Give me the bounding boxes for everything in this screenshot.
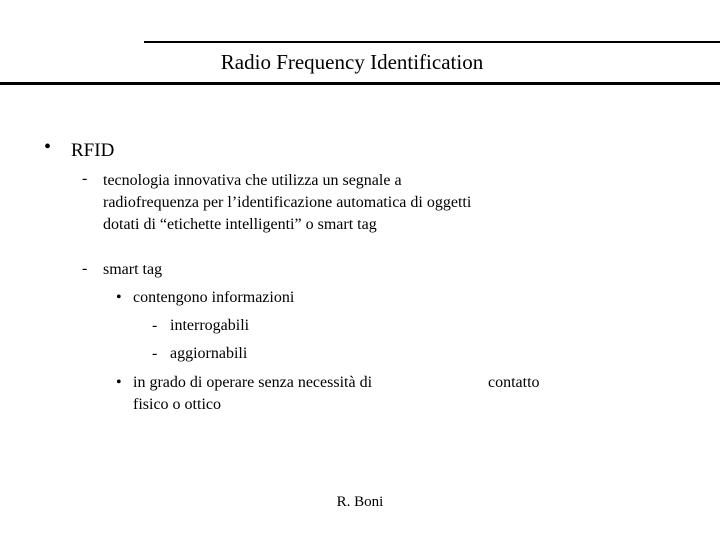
bullet-marker: • <box>116 289 122 306</box>
bullet-marker: • <box>44 136 52 158</box>
bullet-operate-line2: fisico o ottico <box>133 396 221 413</box>
dash-marker: - <box>82 260 88 277</box>
bullet-aggiornabili: aggiornabili <box>170 345 248 362</box>
slide-title: Radio Frequency Identification <box>220 50 484 74</box>
bullet-interrogabili: interrogabili <box>170 317 250 334</box>
title-rule-bottom <box>0 82 720 85</box>
bullet-operate-line1: in grado di operare senza necessità di <box>133 374 373 391</box>
bullet-contain-info: contengono informazioni <box>133 289 295 306</box>
rfid-description <box>103 170 543 236</box>
bullet-marker: • <box>116 374 122 391</box>
rfid-description-line: tecnologia innovativa che utilizza un segnale a <box>103 172 402 189</box>
dash-marker: - <box>152 317 158 334</box>
dash-marker: - <box>82 170 88 187</box>
rfid-description-line: dotati di “etichette intelligenti” o smart tag <box>103 216 377 233</box>
title-rule-top <box>144 41 720 43</box>
author-footer: R. Boni <box>336 494 384 510</box>
rfid-description-line: radiofrequenza per l’identificazione automatica di oggetti <box>103 194 472 211</box>
bullet-rfid: RFID <box>71 140 115 161</box>
bullet-operate-contatto: contatto <box>488 374 540 391</box>
dash-marker: - <box>152 345 158 362</box>
bullet-smart-tag: smart tag <box>103 261 163 278</box>
